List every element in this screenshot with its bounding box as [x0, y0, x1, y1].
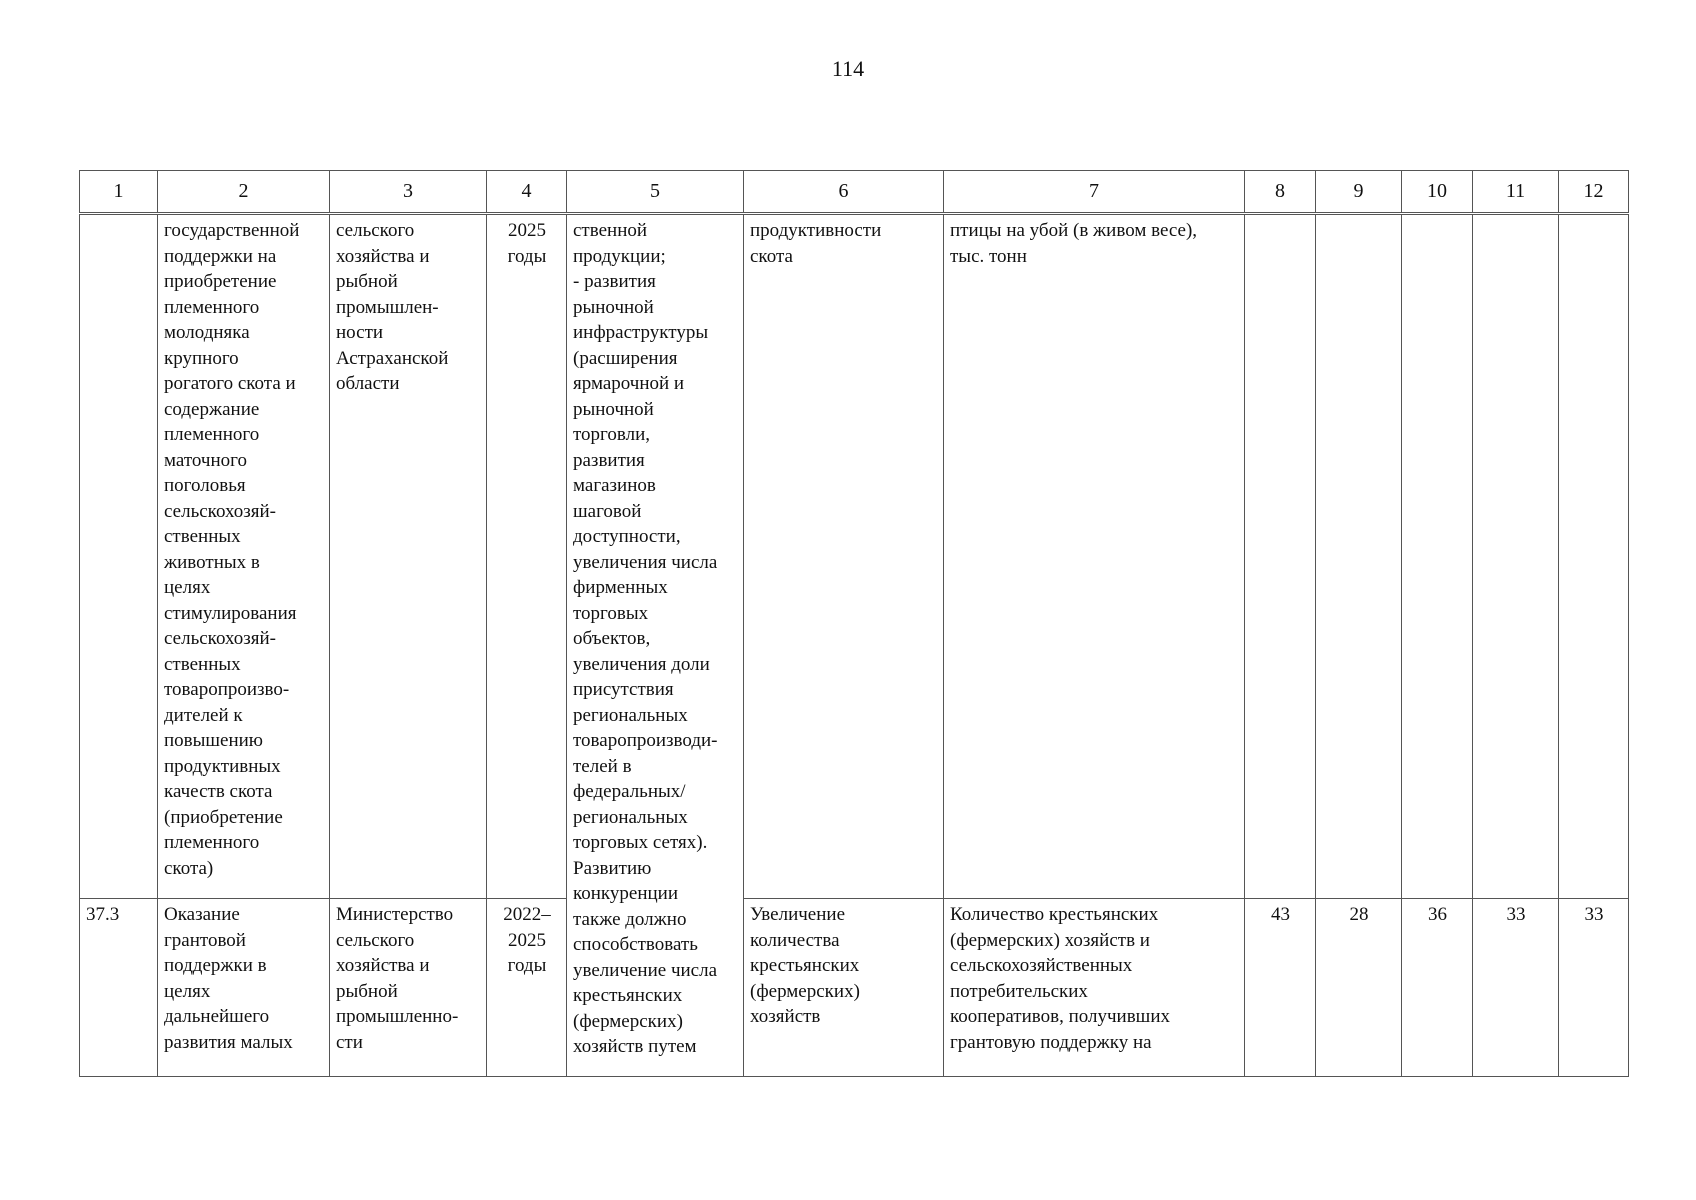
row1-executor: сельского хозяйства и рыбной промышлен- ности Астраханской области	[330, 214, 487, 899]
header-col-6: 6	[744, 171, 944, 214]
row2-col10: 36	[1402, 899, 1473, 1077]
header-col-3: 3	[330, 171, 487, 214]
row2-col12: 33	[1559, 899, 1629, 1077]
table-row	[80, 899, 1629, 1077]
row1-col11	[1473, 214, 1559, 899]
row2-col9: 28	[1316, 899, 1402, 1077]
row1-col8	[1245, 214, 1316, 899]
row2-measure: Оказание грантовой поддержки в целях дальнейшего развития малых	[158, 899, 330, 1077]
header-col-7: 7	[944, 171, 1245, 214]
page-number: 114	[831, 56, 865, 81]
row1-col9	[1316, 214, 1402, 899]
program-table	[79, 170, 1629, 1077]
row1-period: 2025 годы	[487, 214, 567, 899]
row1-col12	[1559, 214, 1629, 899]
row1-indicator: птицы на убой (в живом весе), тыс. тонн	[944, 214, 1245, 899]
row1-col10	[1402, 214, 1473, 899]
row2-number: 37.3	[80, 899, 158, 1077]
header-col-5: 5	[567, 171, 744, 214]
header-col-1: 1	[80, 171, 158, 214]
header-col-4: 4	[487, 171, 567, 214]
row2-indicator: Количество крестьянских (фермерских) хозяйств и сельскохозяйственных потребительских кооперативов, получивших грантовую поддержку на	[944, 899, 1245, 1077]
row1-result: продуктивности скота	[744, 214, 944, 899]
header-col-2: 2	[158, 171, 330, 214]
row2-col11: 33	[1473, 899, 1559, 1077]
table-row	[80, 214, 1629, 899]
header-col-9: 9	[1316, 171, 1402, 214]
header-col-12: 12	[1559, 171, 1629, 214]
header-row	[80, 171, 1629, 214]
row1-measure: государственной поддержки на приобретение племенного молодняка крупного рогатого скота и содержание племенного маточного поголовья сельскохозяй- ственных животных в целях стимулирования сельскохозяй- ственных товаропроизво- дителей к повышению продуктивных качеств скота (приобретение племенного скота)	[158, 214, 330, 899]
row2-result: Увеличение количества крестьянских (фермерских) хозяйств	[744, 899, 944, 1077]
row2-executor: Министерство сельского хозяйства и рыбной промышленно- сти	[330, 899, 487, 1077]
row2-period: 2022– 2025 годы	[487, 899, 567, 1077]
row2-col8: 43	[1245, 899, 1316, 1077]
header-col-11: 11	[1473, 171, 1559, 214]
col5-description: ственной продукции; - развития рыночной инфраструктуры (расширения ярмарочной и рыночной торговли, развития магазинов шаговой доступности, увеличения числа фирменных торговых объектов, увеличения доли присутствия региональных товаропроизводи- телей в федеральных/ региональных торговых сетях). Развитию конкуренции также должно способствовать увеличение числа крестьянских (фермерских) хозяйств путем	[567, 214, 744, 1077]
header-col-8: 8	[1245, 171, 1316, 214]
header-col-10: 10	[1402, 171, 1473, 214]
row1-number	[80, 214, 158, 899]
